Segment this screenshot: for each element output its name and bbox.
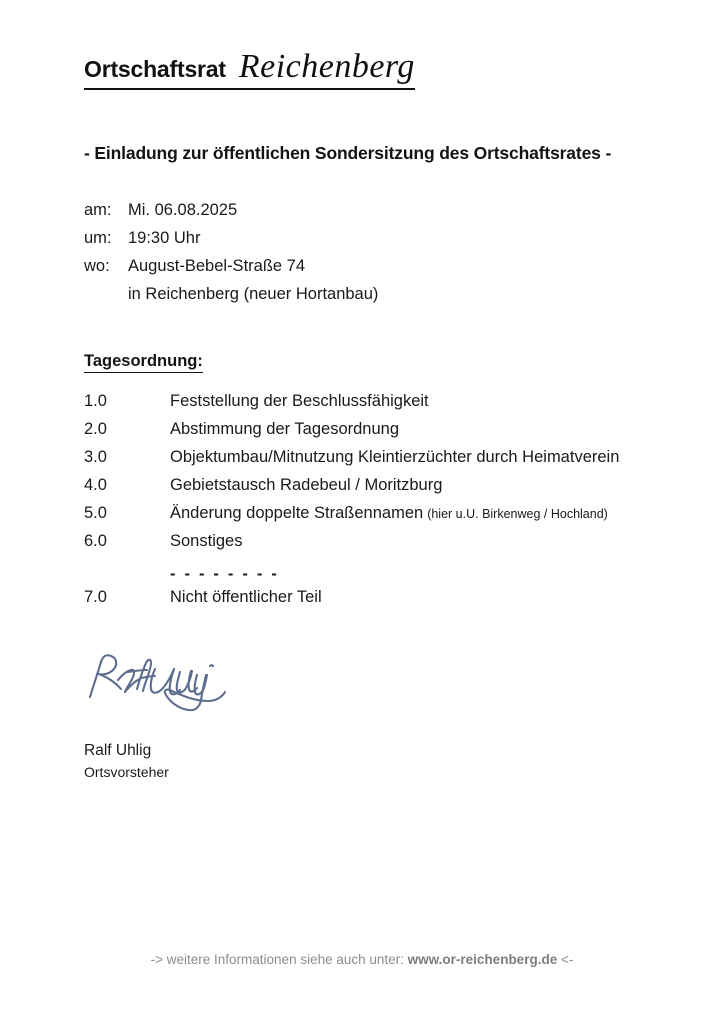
signer-name: Ralf Uhlig xyxy=(84,742,152,759)
agenda-item-title: Änderung doppelte Straßennamen xyxy=(170,504,424,522)
agenda-list xyxy=(84,392,619,616)
agenda-item-text xyxy=(170,532,242,551)
agenda-separator xyxy=(84,560,619,588)
agenda-item-number: 3.0 xyxy=(84,448,107,466)
agenda-item-text xyxy=(170,420,399,439)
meeting-detail-value: in Reichenberg (neuer Hortanbau) xyxy=(128,285,379,303)
agenda-item-number: 5.0 xyxy=(84,504,107,522)
agenda-item-number: 6.0 xyxy=(84,532,107,550)
agenda-item-text xyxy=(170,448,619,467)
document-footer xyxy=(0,952,724,967)
meeting-detail-value: 19:30 Uhr xyxy=(128,229,201,247)
agenda-item-text xyxy=(170,476,442,495)
agenda-separator-dashes: - - - - - - - - xyxy=(170,564,280,583)
agenda-item-title: Gebietstausch Radebeul / Moritzburg xyxy=(170,476,443,494)
agenda-item xyxy=(84,532,619,560)
meeting-detail-label: um: xyxy=(84,229,112,247)
agenda-item-number: 7.0 xyxy=(84,588,107,606)
agenda-item-number: 1.0 xyxy=(84,392,107,410)
meeting-details xyxy=(84,201,378,313)
meeting-detail-label: am: xyxy=(84,201,112,219)
meeting-detail-row xyxy=(84,229,378,257)
agenda-item-title: Nicht öffentlicher Teil xyxy=(170,588,322,606)
agenda-item-number: 2.0 xyxy=(84,420,107,438)
agenda-item xyxy=(84,448,619,476)
meeting-detail-row xyxy=(84,201,378,229)
meeting-detail-value: Mi. 06.08.2025 xyxy=(128,201,238,219)
header-place-name: Reichenberg xyxy=(238,48,415,85)
invitation-subtitle: - Einladung zur öffentlichen Sondersitzung des Ortschaftsrates - xyxy=(84,143,612,163)
agenda-item-text xyxy=(170,392,429,411)
agenda-item-text xyxy=(170,588,322,607)
agenda-item-title: Sonstiges xyxy=(170,532,243,550)
agenda-item-note: (hier u.U. Birkenweg / Hochland) xyxy=(427,507,608,521)
agenda-item xyxy=(84,392,619,420)
footer-prefix-text: -> weitere Informationen siehe auch unter: xyxy=(150,952,404,967)
meeting-detail-label: wo: xyxy=(84,257,110,275)
agenda-item-title: Feststellung der Beschlussfähigkeit xyxy=(170,392,429,410)
agenda-item xyxy=(84,588,619,616)
document-header xyxy=(84,50,415,90)
signature-block xyxy=(84,648,234,783)
meeting-detail-row xyxy=(84,285,378,313)
agenda-item-title: Abstimmung der Tagesordnung xyxy=(170,420,400,438)
meeting-detail-value: August-Bebel-Straße 74 xyxy=(128,257,306,275)
meeting-detail-row xyxy=(84,257,378,285)
agenda-item-number: 4.0 xyxy=(84,476,107,494)
agenda-item-title: Objektumbau/Mitnutzung Kleintierzüchter durch Heimatverein xyxy=(170,448,620,466)
agenda-item xyxy=(84,420,619,448)
footer-website-url[interactable]: www.or-reichenberg.de xyxy=(407,952,558,967)
footer-suffix-text: <- xyxy=(560,952,574,967)
header-organization: Ortschaftsrat xyxy=(84,56,226,82)
agenda-item xyxy=(84,476,619,504)
agenda-item-text xyxy=(170,504,608,523)
agenda-item xyxy=(84,504,619,532)
signer-role: Ortsvorsteher xyxy=(84,764,169,781)
handwritten-signature-icon xyxy=(84,648,234,714)
agenda-heading: Tagesordnung: xyxy=(84,352,203,373)
